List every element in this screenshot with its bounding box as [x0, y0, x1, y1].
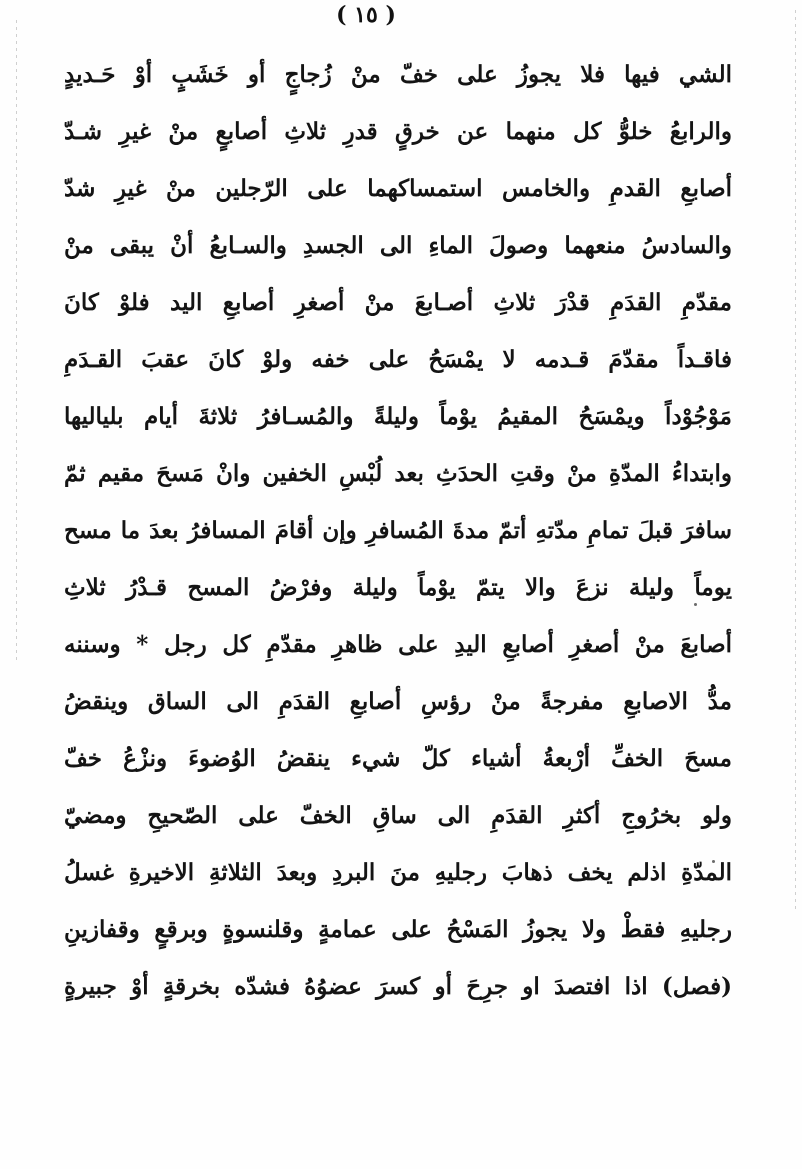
text-line: وابتداءُ المدّةِ منْ وقتِ الحدَثِ بعد لُبْسِ الخفين وانْ مَسحَ مقيم ثمّ	[64, 460, 732, 487]
text-line: يوماً وليلة نزعَ والا يتمّ يوْماً وليلة وفرْضُ المسح قـدْرُ ثلاثِ	[64, 574, 732, 601]
text-line: رجليهِ فقطْ ولا يجوزُ المَسْحُ على عمامةٍ وقلنسوةٍ وبرقعٍ وقفازينِ	[64, 916, 732, 943]
body-text	[64, 46, 732, 1015]
text-line: (فصل) اذا افتصدَ او جرِحَ أو كسرَ عضوُهُ فشدّه بخرقةٍ أوْ جبيرةٍ	[64, 973, 732, 1000]
text-line: مدُّ الاصابعِ مفرجةً منْ رؤسِ أصابعِ القدَمِ الى الساق وينقضُ	[64, 688, 732, 715]
text-line: مقدّمِ القدَمِ قدْرَ ثلاثِ أصـابعَ منْ أصغرِ أصابعِ اليد فلوْ كانَ	[64, 289, 732, 316]
scan-edge-left	[16, 20, 17, 660]
text-line: ولو بخرُوجِ أكثرِ القدَمِ الى ساقِ الخفّ على الصّحيحِ ومضيّ	[64, 802, 732, 829]
text-line: مَوْجُوْداً ويمْسَحُ المقيمُ يوْماً وليلةً والمُسـافرُ ثلاثةَ أيام بلياليها	[64, 403, 732, 430]
text-line: والرابعُ خلوُّ كل منهما عن خرقٍ قدرِ ثلاثِ أصابعٍ منْ غيرِ شـدّ	[64, 118, 732, 145]
text-line: أصابعَ منْ أصغرِ أصابعِ اليدِ على ظاهرِ مقدّمِ كل رجل * وسننه	[64, 631, 732, 658]
text-line: والسادسُ منعهما وصولَ الماءِ الى الجسدِ والسـابعُ أنْ يبقى منْ	[64, 232, 732, 259]
text-line: مسحَ الخفِّ أرْبعةُ أشياء كلّ شيء ينقضُ الوُضوءَ ونزْعُ خفّ	[64, 745, 732, 772]
text-line: فاقـداً مقدّمَ قـدمه لا يمْسَحُ على خفه ولوْ كانَ عقبَ القـدَمِ	[64, 346, 732, 373]
text-line: سافرَ قبلَ تمامِ مدّتهِ أتمّ مدةَ المُسافرِ وإن أقامَ المسافرُ بعدَ ما مسح	[64, 517, 732, 544]
page-number: ( ١٥ )	[336, 2, 396, 28]
text-line: أصابعِ القدمِ والخامس استمساكهما على الرّجلين منْ غيرِ شدّ	[64, 175, 732, 202]
text-line: المدّةِ اذلم يخف ذهابَ رجليهِ منَ البردِ وبعدَ الثلاثةِ الاخيرةِ غسلُ	[64, 859, 732, 886]
scan-edge-right	[795, 10, 796, 910]
text-line: الشي فيها فلا يجوزُ على خفّ منْ زُجاجٍ أو خَشَبٍ أوْ حَـديدٍ	[64, 61, 732, 88]
